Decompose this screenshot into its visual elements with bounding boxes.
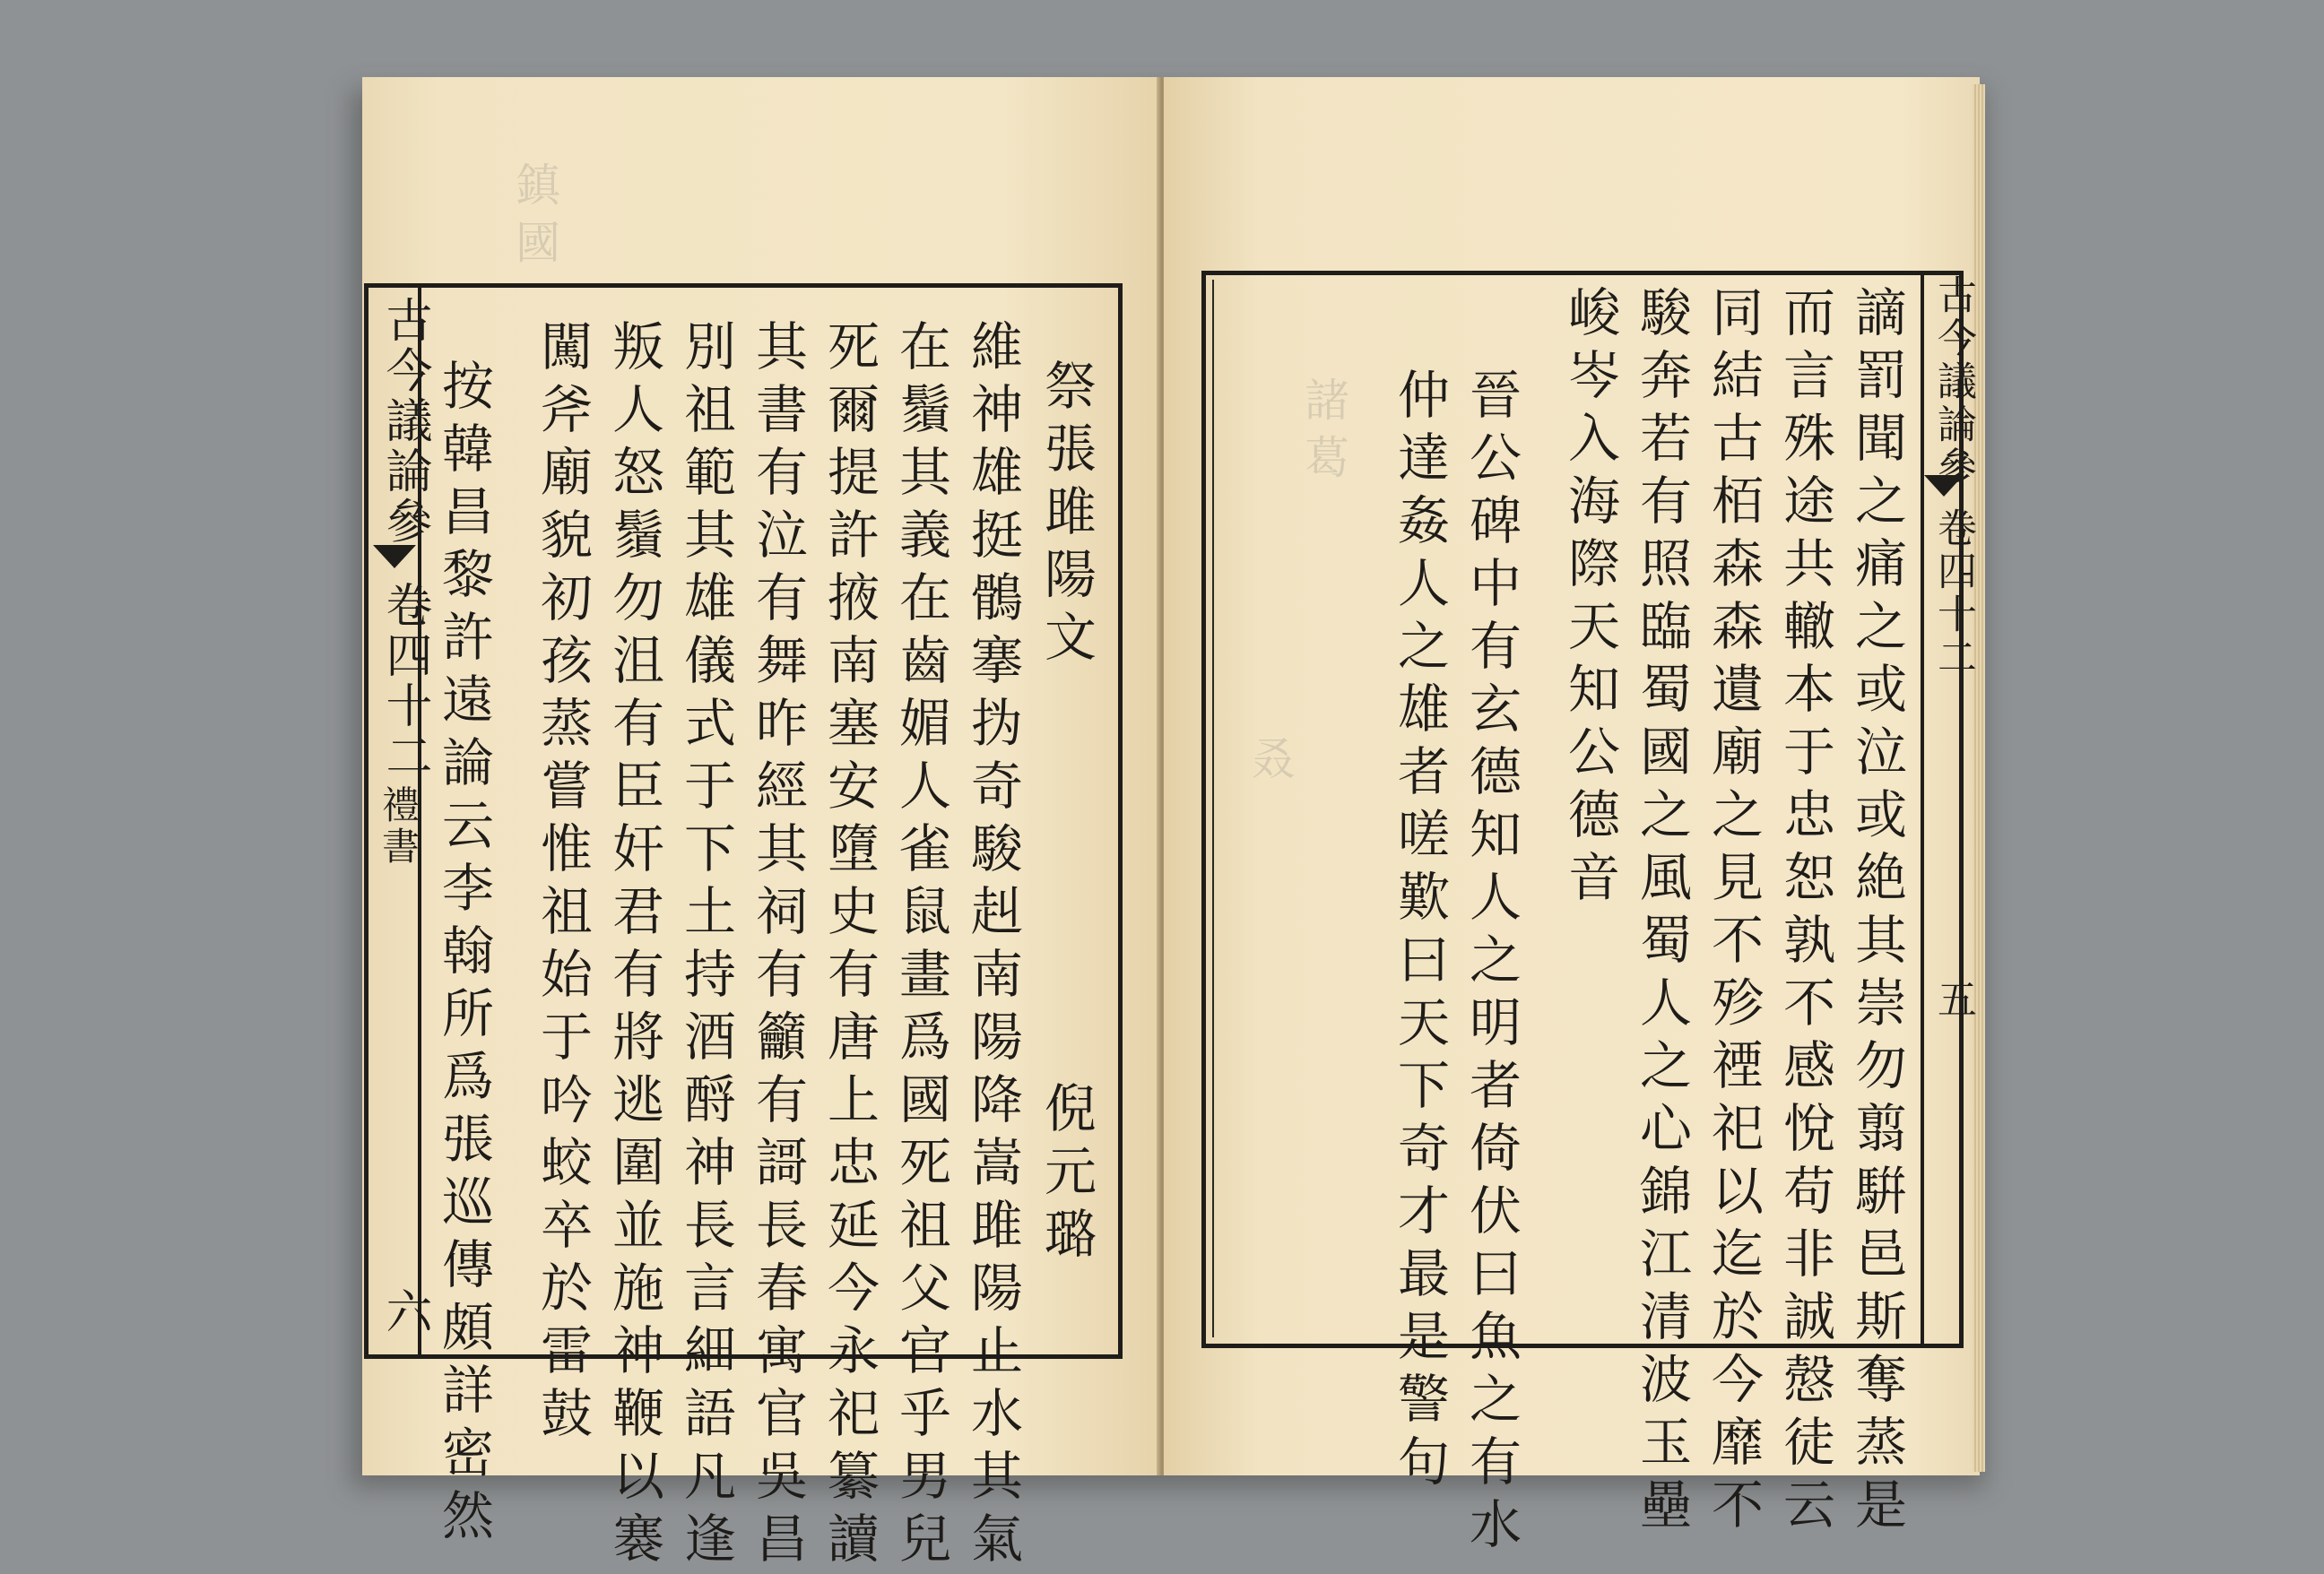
right-page-banner xyxy=(1921,271,1976,1348)
left-column-10: 按韓昌黎許遠論云李翰所爲張巡傳頗詳密然 xyxy=(433,359,494,1551)
left-column-title: 祭張雎陽文 xyxy=(1036,359,1097,672)
right-column-3: 同結古栢森森遺廟之見不殄禋祀以迄於今靡不 xyxy=(1703,285,1764,1540)
right-banner-title: 古今議論參 xyxy=(1930,274,1976,489)
left-banner-fishtail xyxy=(373,545,416,568)
right-banner-fishtail xyxy=(1924,475,1964,497)
right-page-rule xyxy=(1212,280,1237,1337)
right-banner-leaf: 五 xyxy=(1930,979,1976,1022)
left-banner-leaf: 六 xyxy=(377,1287,431,1337)
left-column-7: 別祖範其雄儀式于下土持酒酹神長言細語凡逢 xyxy=(675,319,736,1574)
right-column-4: 駿奔若有照臨蜀國之風蜀人之心錦江清波玉壘 xyxy=(1631,285,1692,1540)
left-column-9: 闖斧廟貌初孩蒸嘗惟祖始于吟蛟卒於雷鼓 xyxy=(532,319,593,1449)
right-banner-volume: 卷四十二 xyxy=(1930,507,1976,679)
right-column-6: 晉公碑中有玄德知人之明者倚伏曰魚之有水 xyxy=(1461,368,1522,1560)
right-page-bleedthrough: 諸葛 xyxy=(1297,376,1349,491)
left-page-bleedthrough: 鎮國 xyxy=(508,161,560,276)
left-column-5: 死爾提許掖南塞安墮史有唐上忠延今永祀纂讀 xyxy=(819,319,880,1574)
left-page-banner xyxy=(368,283,431,1359)
left-banner-section: 禮書 xyxy=(377,785,421,868)
right-column-5: 峻岑入海際天知公德音 xyxy=(1559,285,1620,912)
left-column-author: 倪元璐 xyxy=(1036,1081,1097,1269)
right-page-bleedthrough: 叒 xyxy=(1244,735,1296,792)
right-column-7: 仲達姦人之雄者嗟歎曰天下奇才最是警句 xyxy=(1389,368,1450,1497)
right-column-1: 謫罰聞之痛之或泣或絶其崇勿翦騈邑斯奪蒸是 xyxy=(1846,285,1907,1540)
left-column-6: 其書有泣有舞昨經其祠有籲有謌長春寓官吳昌 xyxy=(747,319,808,1574)
right-column-2: 而言殊途共轍本于忠恕孰不感悅苟非誠慤徒云 xyxy=(1774,285,1835,1540)
left-column-8: 叛人怒鬚勿沮有臣奸君有將逃圍並施神鞭以褰 xyxy=(603,319,664,1574)
left-banner-title: 古今議論參 xyxy=(377,296,431,547)
left-banner-volume: 卷四十二 xyxy=(377,581,431,782)
left-column-4: 在鬚其義在齒媚人雀鼠畫爲國死祖父官乎男兒 xyxy=(890,319,951,1574)
left-column-3: 維神雄挺鶻搴㧑奇駿赳南陽降嵩雎陽止水其氣 xyxy=(962,319,1023,1574)
